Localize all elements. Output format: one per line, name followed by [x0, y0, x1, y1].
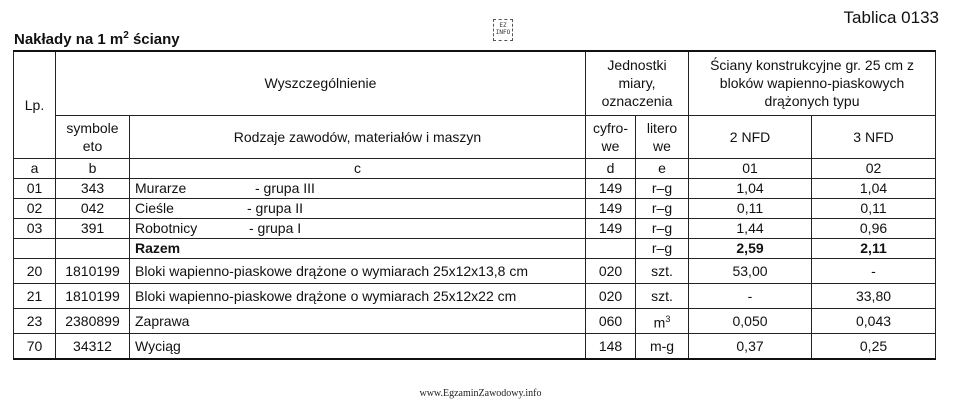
letter-c: c [130, 158, 586, 178]
row-symbol: 1810199 [56, 258, 130, 283]
table-row [14, 258, 936, 283]
row-cyfrowe: 020 [586, 258, 636, 283]
row-value-2nfd: 0,050 [689, 308, 812, 333]
col-02: 02 [812, 158, 936, 178]
row-cyfrowe: 020 [586, 283, 636, 308]
row-literowe: szt. [636, 258, 689, 283]
row-symbol: 391 [56, 218, 130, 238]
row-lp: 01 [14, 178, 56, 198]
title-suffix: ściany [128, 31, 180, 48]
razem-literowe: r–g [636, 238, 689, 258]
row-cyfrowe: 060 [586, 308, 636, 333]
header-3nfd: 3 NFD [812, 115, 936, 158]
title-text: Nakłady na 1 m [14, 31, 124, 48]
row-group: - grupa II [247, 200, 304, 216]
row-lp: 23 [14, 308, 56, 333]
unit-text: m [653, 314, 666, 331]
row-symbol: 34312 [56, 333, 130, 359]
row-lp: 20 [14, 258, 56, 283]
header-lp: Lp. [14, 51, 56, 158]
letters-row [14, 158, 936, 178]
row-name [130, 218, 586, 238]
header-2nfd: 2 NFD [689, 115, 812, 158]
row-lp: 21 [14, 283, 56, 308]
razem-value-2nfd: 2,59 [689, 238, 812, 258]
letter-e: e [636, 158, 689, 178]
razem-cyfrowe-empty [586, 238, 636, 258]
row-cyfrowe: 148 [586, 333, 636, 359]
row-lp: 70 [14, 333, 56, 359]
row-value-2nfd: 0,37 [689, 333, 812, 359]
row-name: Zaprawa [130, 308, 586, 333]
footer-url: www.EgzaminZawodowy.info [419, 388, 542, 399]
unit-superscript: 3 [665, 313, 671, 324]
letter-b: b [56, 158, 130, 178]
table-row [14, 178, 936, 198]
row-name-text: Cieśle [135, 200, 174, 216]
razem-row [14, 238, 936, 258]
row-value-2nfd: 53,00 [689, 258, 812, 283]
table-row [14, 333, 936, 359]
row-symbol: 343 [56, 178, 130, 198]
row-cyfrowe: 149 [586, 198, 636, 218]
row-name [130, 198, 586, 218]
header-row-1 [14, 51, 936, 115]
row-literowe: r–g [636, 198, 689, 218]
row-value-3nfd: 0,96 [812, 218, 936, 238]
letter-d: d [586, 158, 636, 178]
row-symbol: 1810199 [56, 283, 130, 308]
row-symbol: 042 [56, 198, 130, 218]
row-literowe: r–g [636, 218, 689, 238]
header-rodzaje: Rodzaje zawodów, materiałów i maszyn [130, 115, 586, 158]
letter-a: a [14, 158, 56, 178]
row-value-3nfd: 0,11 [812, 198, 936, 218]
row-lp: 02 [14, 198, 56, 218]
table-title [14, 30, 180, 48]
row-value-3nfd: 1,04 [812, 178, 936, 198]
row-value-3nfd: 33,80 [812, 283, 936, 308]
row-name-text: Murarze [135, 180, 187, 196]
row-lp: 03 [14, 218, 56, 238]
razem-label: Razem [130, 238, 586, 258]
row-literowe: r–g [636, 178, 689, 198]
row-value-2nfd: - [689, 283, 812, 308]
row-literowe [636, 308, 689, 333]
row-literowe: m-g [636, 333, 689, 359]
razem-value-3nfd: 2,11 [812, 238, 936, 258]
header-literowe: litero we [636, 115, 689, 158]
row-literowe: szt. [636, 283, 689, 308]
title-superscript: 2 [123, 30, 129, 41]
header-jednostki: Jednostki miary, oznaczenia [586, 51, 689, 115]
header-cyfrowe: cyfro- we [586, 115, 636, 158]
row-symbol: 2380899 [56, 308, 130, 333]
row-value-2nfd: 1,04 [689, 178, 812, 198]
row-value-3nfd: 0,043 [812, 308, 936, 333]
row-name-text: Robotnicy [135, 220, 198, 236]
row-group: - grupa I [249, 220, 302, 236]
header-row-2 [14, 115, 936, 158]
row-cyfrowe: 149 [586, 178, 636, 198]
header-symbole: symbole eto [56, 115, 130, 158]
razem-lp-empty [14, 238, 56, 258]
row-value-3nfd: - [812, 258, 936, 283]
row-name: Bloki wapienno-piaskowe drążone o wymiarach 25x12x22 cm [130, 283, 586, 308]
header-wyszczegolnienie: Wyszczególnienie [56, 51, 586, 115]
row-value-3nfd: 0,25 [812, 333, 936, 359]
table-row [14, 198, 936, 218]
row-value-2nfd: 1,44 [689, 218, 812, 238]
row-cyfrowe: 149 [586, 218, 636, 238]
row-name: Bloki wapienno-piaskowe drążone o wymiarach 25x12x13,8 cm [130, 258, 586, 283]
logo-icon: EZ INFO [493, 19, 513, 41]
table-row [14, 283, 936, 308]
razem-symbol-empty [56, 238, 130, 258]
row-name: Wyciąg [130, 333, 586, 359]
col-01: 01 [689, 158, 812, 178]
table-number: Tablica 0133 [843, 8, 939, 27]
norms-table [13, 50, 936, 360]
table-row [14, 218, 936, 238]
row-value-2nfd: 0,11 [689, 198, 812, 218]
row-group: - grupa III [255, 180, 315, 196]
header-sciany: Ściany konstrukcyjne gr. 25 cm z bloków wapienno-piaskowych drążonych typu [689, 51, 936, 115]
table-row [14, 308, 936, 333]
row-name [130, 178, 586, 198]
